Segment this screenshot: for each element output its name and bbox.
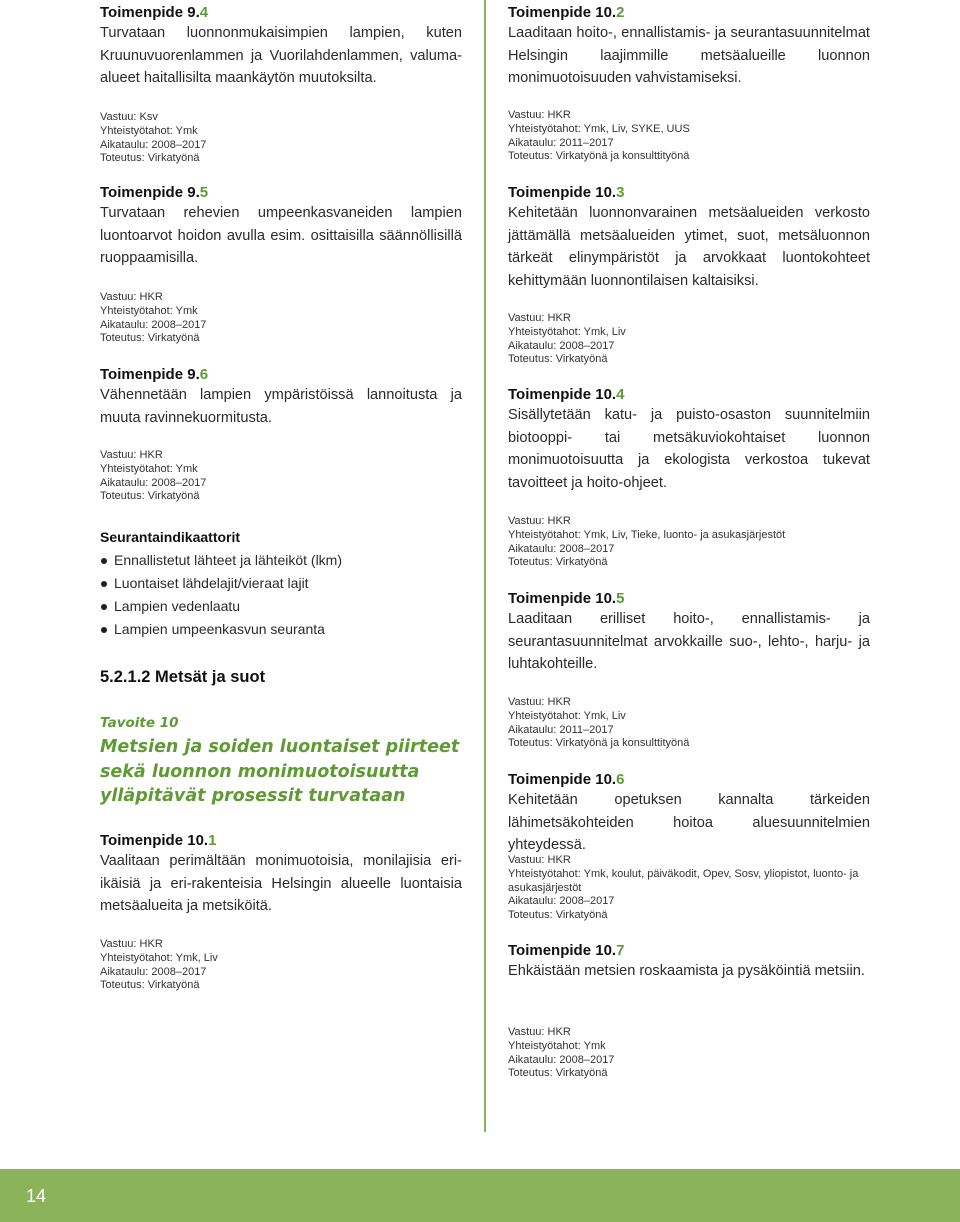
measure-heading: Toimenpide 10.5 [508,590,625,607]
measure-text: Kehitetään luonnonvarainen metsäalueiden verkosto jättämällä metsäalueiden ytimet, suot, metsäluonnon tärkeät elinympäristöt ja arvokkaat luontokohteet kehittymään luonnontilaisen kaltaisiksi. [508,205,870,289]
measure-10-3 [508,184,870,292]
measure-text: Vähennetään lampien ympäristöissä lannoitusta ja muuta ravinnekuormitusta. [100,387,462,426]
measure-heading: Toimenpide 10.6 [508,771,625,788]
measure-10-5 [508,590,870,676]
measure-10-4 [508,386,870,494]
column-divider [484,0,486,1132]
measure-10-1 [100,832,462,918]
measure-heading: Toimenpide 10.2 [508,4,625,21]
measure-heading: Toimenpide 10.4 [508,386,625,403]
measure-10-7 [508,942,870,983]
measure-9-4-meta: Vastuu: Ksv Yhteistyötahot: Ymk Aikataulu: 2008–2017 Toteutus: Virkatyönä [100,111,207,165]
measure-10-2-meta: Vastuu: HKR Yhteistyötahot: Ymk, Liv, SYKE, UUS Aikataulu: 2011–2017 Toteutus: Virkatyönä ja konsulttityönä [508,109,690,163]
measure-text: Kehitetään opetuksen kannalta tärkeiden lähimetsäkohteiden hoitoa aluesuunnitelmien yhteydessä. [508,792,870,853]
goal-title: Metsien ja soiden luontaiset piirteet sekä luonnon monimuotoisuutta ylläpitävät prosessit turvataan [100,737,460,806]
measure-heading: Toimenpide 10.3 [508,184,625,201]
measure-heading: Toimenpide 10.1 [100,832,217,849]
measure-10-3-meta: Vastuu: HKR Yhteistyötahot: Ymk, Liv Aikataulu: 2008–2017 Toteutus: Virkatyönä [508,312,626,366]
measure-text: Turvataan luonnonmukaisimpien lampien, kuten Kruunuvuorenlammen ja Vuorilahdenlammen, valuma-alueet haitallisilta maankäytön muutoksilta. [100,25,462,86]
measure-9-5 [100,184,462,270]
measure-10-7-meta: Vastuu: HKR Yhteistyötahot: Ymk Aikataulu: 2008–2017 Toteutus: Virkatyönä [508,1026,615,1080]
measure-heading: Toimenpide 10.7 [508,942,625,959]
measure-text: Ehkäistään metsien roskaamista ja pysäköintiä metsiin. [508,963,865,979]
list-item: Luontaiset lähdelajit/vieraat lajit [100,572,462,595]
indicators [100,528,462,641]
goal-label: Tavoite 10 [100,715,179,731]
measure-9-4 [100,4,462,90]
page-number: 14 [26,1186,47,1206]
measure-10-5-meta: Vastuu: HKR Yhteistyötahot: Ymk, Liv Aikataulu: 2011–2017 Toteutus: Virkatyönä ja konsulttityönä [508,696,690,750]
measure-9-6 [100,366,462,429]
footer-bar [0,1169,960,1222]
measure-text: Vaalitaan perimältään monimuotoisia, monilajisia eri-ikäisiä ja eri-rakenteisia Helsingin alueelle luontaisia metsäalueita ja metsiköitä. [100,853,462,914]
measure-10-4-meta: Vastuu: HKR Yhteistyötahot: Ymk, Liv, Tieke, luonto- ja asukasjärjestöt Aikataulu: 2008–2017 Toteutus: Virkatyönä [508,515,786,569]
measure-text: Turvataan rehevien umpeenkasvaneiden lampien luontoarvot hoidon avulla esim. osittaisilla säännöllisillä ruoppaamisilla. [100,205,462,266]
measure-9-6-meta: Vastuu: HKR Yhteistyötahot: Ymk Aikataulu: 2008–2017 Toteutus: Virkatyönä [100,449,207,503]
measure-heading: Toimenpide 9.4 [100,4,209,21]
measure-10-2 [508,4,870,90]
list-item: Lampien umpeenkasvun seuranta [100,618,462,641]
list-item: Lampien vedenlaatu [100,595,462,618]
list-item: Ennallistetut lähteet ja lähteiköt (lkm) [100,549,462,572]
measure-10-6 [508,771,870,857]
indicators-title: Seurantaindikaattorit [100,529,241,545]
measure-heading: Toimenpide 9.6 [100,366,209,383]
indicators-list [100,549,462,641]
measure-10-6-meta: Vastuu: HKR Yhteistyötahot: Ymk, koulut, päiväkodit, Opev, Sosv, yliopistot, luonto- ja asukasjärjestöt Aikataulu: 2008–2017 Toteutus: Virkatyönä [508,854,859,922]
measure-text: Sisällytetään katu- ja puisto-osaston suunnitelmiin biotooppi- tai metsäkuviokohtaiset luonnon monimuotoisuutta ja ekologista verkostoa tukevat tavoitteet ja hoito-ohjeet. [508,407,870,491]
measure-text: Laaditaan hoito-, ennallistamis- ja seurantasuunnitelmat Helsingin laajimmille metsäalueille luonnon monimuotoisuuden vahvistamiseksi. [508,25,870,86]
measure-heading: Toimenpide 9.5 [100,184,209,201]
measure-text: Laaditaan erilliset hoito-, ennallistamis- ja seurantasuunnitelmat arvokkaille suo-, lehto-, harju- ja luhtakohteille. [508,611,870,672]
section-title: 5.2.1.2 Metsät ja suot [100,668,266,686]
measure-9-5-meta: Vastuu: HKR Yhteistyötahot: Ymk Aikataulu: 2008–2017 Toteutus: Virkatyönä [100,291,207,345]
measure-10-1-meta: Vastuu: HKR Yhteistyötahot: Ymk, Liv Aikataulu: 2008–2017 Toteutus: Virkatyönä [100,938,218,992]
